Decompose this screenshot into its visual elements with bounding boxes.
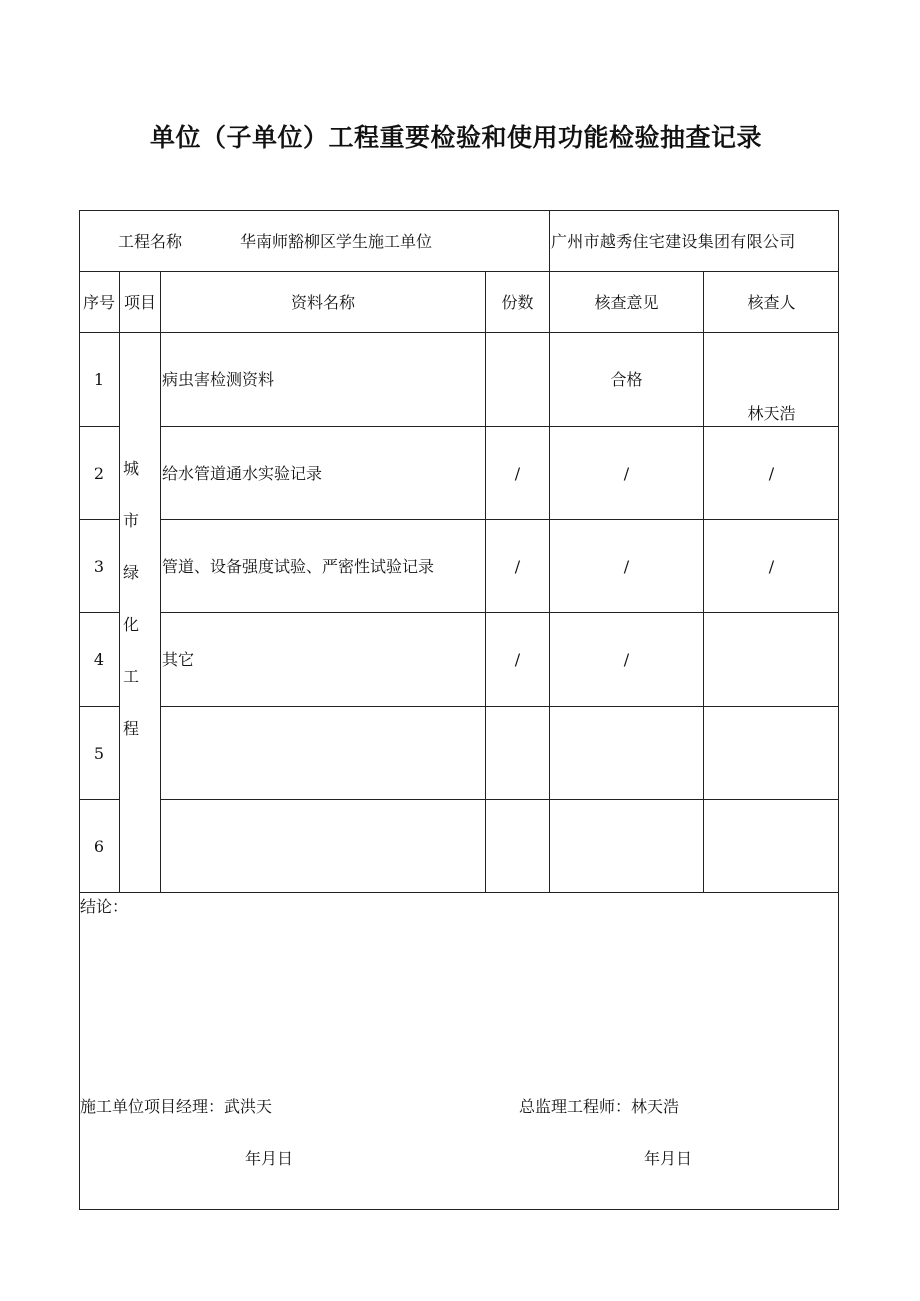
divider [549,210,550,271]
divider [160,799,839,800]
divider [160,271,161,892]
row-doc-name: 病虫害检测资料 [162,370,275,389]
divider [79,426,120,427]
divider [703,271,704,892]
row-copies: / [514,650,521,669]
category-char: 绿 [122,563,139,582]
col-copies-header: 份数 [501,293,534,312]
row-doc-name: 给水管道通水实验记录 [162,464,323,483]
col-doc-name-header: 资料名称 [290,293,355,312]
category-char: 城 [122,459,139,478]
divider [549,271,550,892]
category-char: 化 [122,615,139,634]
row-checker: / [768,557,775,576]
divider [160,612,839,613]
category-char: 程 [122,719,139,738]
row-seq: 1 [93,370,105,389]
row-copies: / [514,557,521,576]
row-seq: 3 [93,557,105,576]
project-name-value: 华南师豁柳区学生施工单位 [240,232,433,251]
divider [160,519,839,520]
row-opinion: 合格 [610,370,643,389]
date-left: 年月日 [245,1149,294,1168]
row-seq: 4 [93,650,105,669]
row-checker: / [768,464,775,483]
chief-supervisor-signature: 总监理工程师：林天浩 [519,1097,680,1116]
divider [160,706,839,707]
divider [79,706,120,707]
col-seq-header: 序号 [82,293,115,312]
conclusion-label: 结论： [80,897,129,916]
row-doc-name: 其它 [162,650,195,669]
divider [79,519,120,520]
contractor-name: 广州市越秀住宅建设集团有限公司 [551,232,796,251]
row-seq: 2 [93,464,105,483]
row-opinion: / [623,464,630,483]
row-seq: 5 [93,744,105,763]
col-checker-header: 核查人 [747,293,796,312]
divider [485,271,486,892]
project-name-label: 工程名称 [118,232,183,251]
project-manager-signature: 施工单位项目经理：武洪天 [80,1097,273,1116]
col-opinion-header: 核查意见 [594,293,659,312]
category-char: 市 [122,511,139,530]
divider [79,892,839,893]
inspection-table [79,210,839,1210]
row-checker: 林天浩 [747,404,796,423]
row-copies: / [514,464,521,483]
divider [160,426,839,427]
item-category-label [121,456,141,768]
divider [79,612,120,613]
row-seq: 6 [93,837,105,856]
row-opinion: / [623,650,630,669]
row-opinion: / [623,557,630,576]
page-title: 单位（子单位）工程重要检验和使用功能检验抽查记录 [150,123,763,152]
divider [79,332,839,333]
divider [79,271,839,272]
divider [119,271,120,892]
row-doc-name: 管道、设备强度试验、严密性试验记录 [162,557,435,576]
col-item-header: 项目 [123,293,156,312]
category-char: 工 [122,667,139,686]
divider [79,799,120,800]
date-right: 年月日 [644,1149,693,1168]
